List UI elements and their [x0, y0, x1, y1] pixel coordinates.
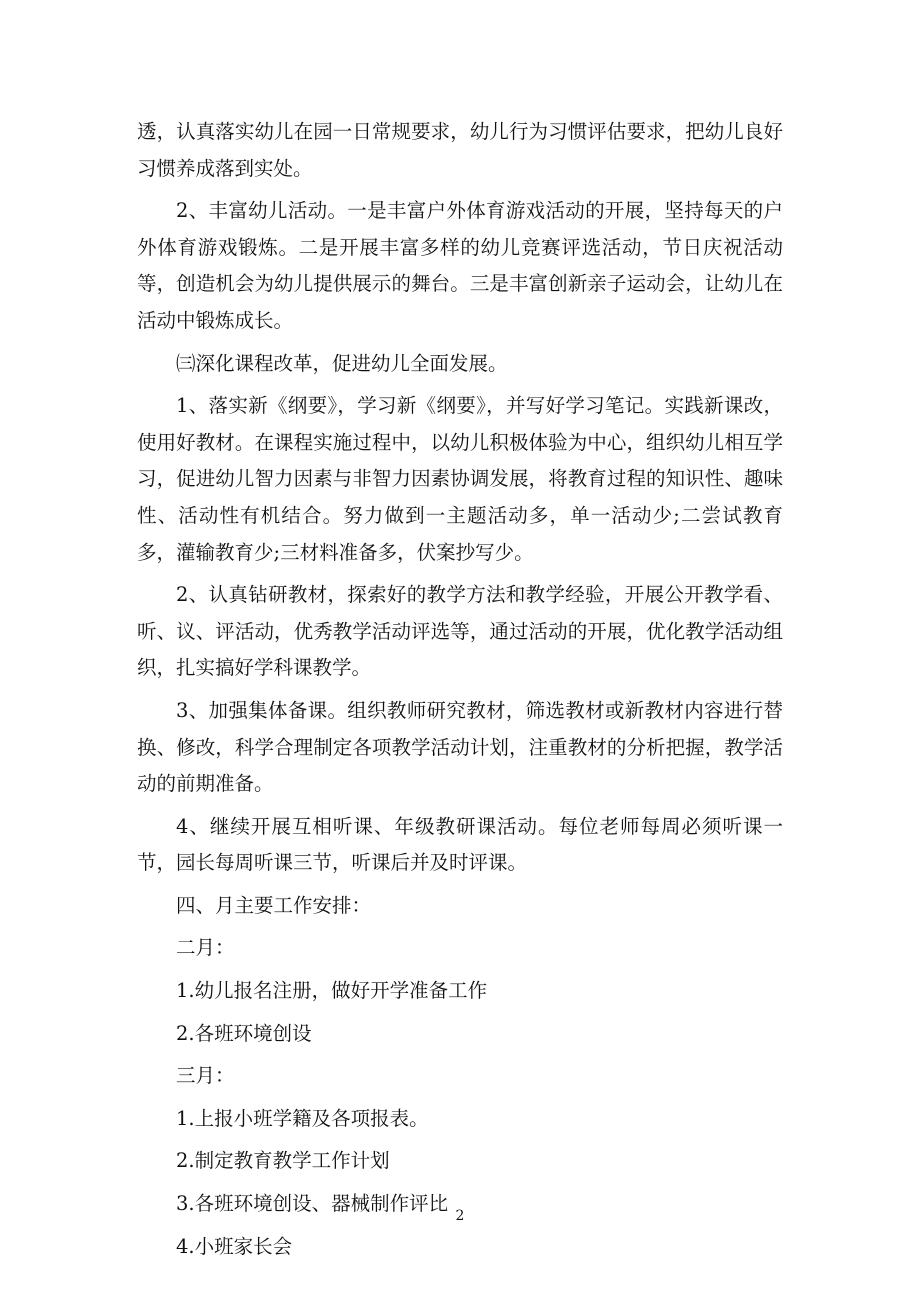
paragraph-enrich-activities: 2、丰富幼儿活动。一是丰富户外体育游戏活动的开展，坚持每天的户外体育游戏锻炼。二是开展丰富多样的幼儿竞赛评选活动，节日庆祝活动等，创造机会为幼儿提供展示的舞台。三是丰富创新亲子运动会，让幼儿在活动中锻炼成长。	[137, 199, 783, 332]
month-heading-february: 二月：	[176, 936, 235, 960]
paragraph-habit-continuation: 透，认真落实幼儿在园一日常规要求，幼儿行为习惯评估要求，把幼儿良好习惯养成落到实处。	[137, 120, 783, 180]
section-heading-curriculum-reform: ㈢深化课程改革，促进幼儿全面发展。	[176, 351, 508, 375]
page-body	[137, 114, 783, 1265]
page-number: 2	[455, 1208, 465, 1224]
list-item: 3.各班环境创设、器械制作评比	[176, 1192, 449, 1216]
list-item: 1.幼儿报名注册，做好开学准备工作	[176, 979, 488, 1003]
list-item: 1.上报小班学籍及各项报表。	[176, 1106, 429, 1130]
paragraph-lesson-observation: 4、继续开展互相听课、年级教研课活动。每位老师每周必须听课一节，园长每周听课三节，听课后并及时评课。	[137, 814, 783, 875]
paragraph-collective-lesson-prep: 3、加强集体备课。组织教师研究教材，筛选教材或新教材内容进行替换、修改，科学合理制定各项教学活动计划，注重教材的分析把握，教学活动的前期准备。	[137, 698, 783, 796]
list-item: 4.小班家长会	[176, 1234, 293, 1258]
paragraph-new-outline: 1、落实新《纲要》，学习新《纲要》，并写好学习笔记。实践新课改，使用好教材。在课程实施过程中，以幼儿积极体验为中心，组织幼儿相互学习，促进幼儿智力因素与非智力因素协调发展，将教育过程的知识性、趣味性、活动性有机结合。努力做到一主题活动多，单一活动少;二尝试教育多，灌输教育少;三材料准备多，伏案抄写少。	[137, 394, 783, 564]
list-item: 2.各班环境创设	[176, 1021, 312, 1045]
list-item: 2.制定教育教学工作计划	[176, 1149, 390, 1173]
section-heading-monthly-schedule: 四、月主要工作安排：	[176, 893, 372, 917]
paragraph-study-materials: 2、认真钻研教材，探索好的教学方法和教学经验，开展公开教学看、听、议、评活动，优秀教学活动评选等，通过活动的开展，优化教学活动组织，扎实搞好学科课教学。	[137, 583, 783, 680]
month-heading-march: 三月：	[176, 1064, 235, 1088]
